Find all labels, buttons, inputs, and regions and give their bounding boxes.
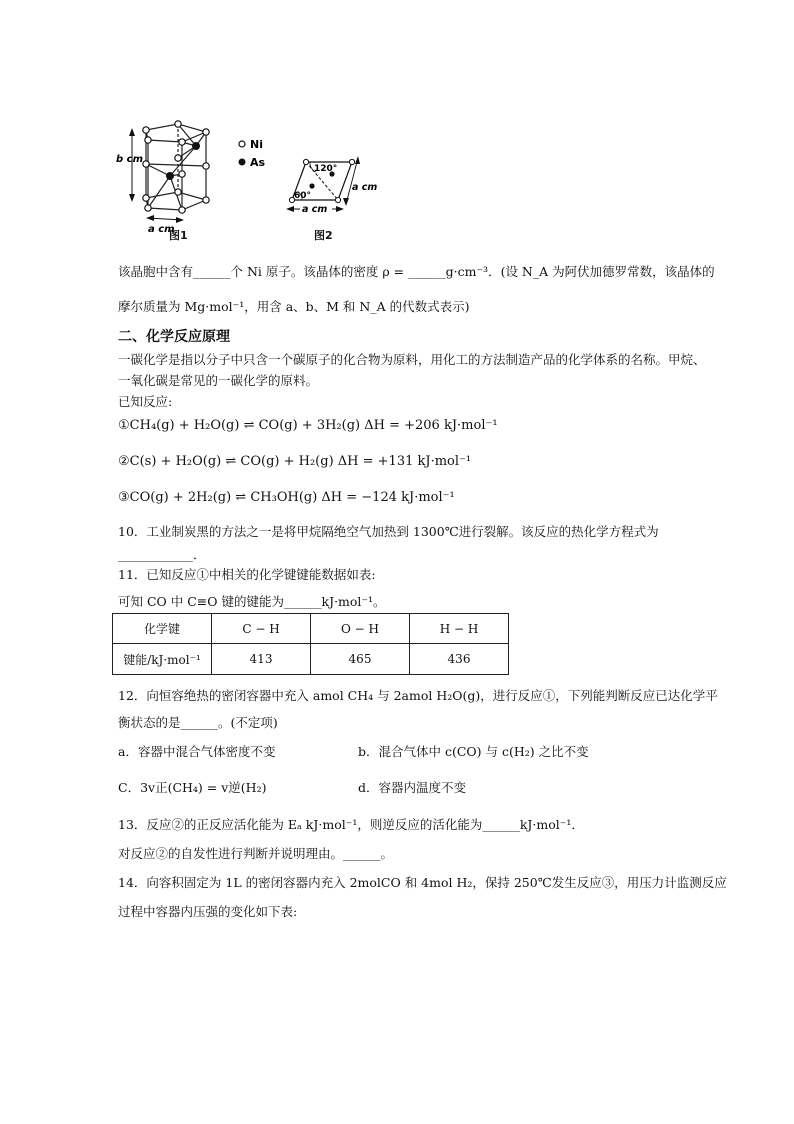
- question-10-line-1: 10．工业制炭黑的方法之一是将甲烷隔绝空气加热到 1300℃进行裂解。该反应的热化学方程式为: [118, 524, 659, 539]
- table-cell: 436: [410, 644, 509, 675]
- reaction-1: ①CH₄(g) + H₂O(g) ⇌ CO(g) + 3H₂(g) ΔH = +206 kJ·mol⁻¹: [118, 418, 498, 433]
- table-cell: 413: [212, 644, 311, 675]
- fig2-dim-bottom: a cm: [302, 204, 328, 215]
- intro-line-1: 一碳化学是指以分子中只含一个碳原子的化合物为原料，用化工的方法制造产品的化学体系的名称。甲烷、: [118, 352, 706, 367]
- question-14-line-1: 14．向容积固定为 1L 的密闭容器内充入 2molCO 和 4mol H₂，保持 250℃发生反应③，用压力计监测反应: [118, 875, 727, 890]
- fig1-dim-a: a cm: [148, 224, 175, 235]
- question-line-molar-mass: 摩尔质量为 Mg·mol⁻¹，用含 a、b、M 和 N_A 的代数式表示): [118, 299, 470, 314]
- ni-legend-icon: [239, 141, 245, 147]
- table-header-cell: H − H: [410, 614, 509, 644]
- question-11-line-1: 11．已知反应①中相关的化学键键能数据如表:: [118, 567, 376, 582]
- fig1-dim-b: b cm: [116, 154, 143, 165]
- figure-2-rhombus: [280, 150, 380, 222]
- figure-1-caption: 图1: [169, 229, 188, 242]
- table-cell: 465: [311, 644, 410, 675]
- question-12-line-2: 衡状态的是______。(不定项): [118, 715, 278, 730]
- section-title: 二、化学反应原理: [118, 329, 230, 345]
- question-14-line-2: 过程中容器内压强的变化如下表:: [118, 904, 298, 919]
- option-d: d．容器内温度不变: [358, 780, 467, 795]
- bond-energy-table: [112, 613, 509, 675]
- option-b: b．混合气体中 c(CO) 与 c(H₂) 之比不变: [358, 744, 589, 759]
- figure-1-crystal-cell: [108, 116, 298, 246]
- fig2-angle-top: 120°: [314, 164, 338, 174]
- fig2-angle-bottom: 60°: [294, 191, 312, 201]
- table-row: [113, 644, 509, 675]
- table-header-cell: O − H: [311, 614, 410, 644]
- reaction-2: ②C(s) + H₂O(g) ⇌ CO(g) + H₂(g) ΔH = +131 kJ·mol⁻¹: [118, 454, 472, 469]
- question-13-line-1: 13．反应②的正反应活化能为 Eₐ kJ·mol⁻¹，则逆反应的活化能为______kJ·mol⁻¹．: [118, 817, 584, 832]
- question-line-ni-atoms: 该晶胞中含有______个 Ni 原子。该晶体的密度 ρ = ______g·cm⁻³．(设 N_A 为阿伏加德罗常数，该晶体的: [118, 264, 715, 279]
- question-13-line-2: 对反应②的自发性进行判断并说明理由。______。: [118, 846, 394, 861]
- question-12-line-1: 12．向恒容绝热的密闭容器中充入 amol CH₄ 与 2amol H₂O(g)，进行反应①，下列能判断反应已达化学平: [118, 688, 718, 703]
- question-11-line-2: 可知 CO 中 C≡O 键的键能为______kJ·mol⁻¹。: [118, 594, 386, 609]
- option-c: C．3v正(CH₄) = v逆(H₂): [118, 780, 267, 795]
- question-10-line-2: ____________．: [118, 547, 206, 562]
- table-row: [113, 614, 509, 644]
- reaction-3: ③CO(g) + 2H₂(g) ⇌ CH₃OH(g) ΔH = −124 kJ·mol⁻¹: [118, 490, 455, 505]
- legend-ni-label: Ni: [250, 138, 263, 151]
- table-header-cell: 化学键: [113, 614, 212, 644]
- table-row-label: 键能/kJ·mol⁻¹: [113, 644, 212, 675]
- as-legend-icon: [239, 159, 246, 166]
- fig2-dim-side: a cm: [352, 182, 378, 193]
- intro-line-2: 一氧化碳是常见的一碳化学的原料。: [118, 373, 319, 388]
- known-reactions-label: 已知反应:: [118, 394, 173, 409]
- figure-2-caption: 图2: [314, 229, 333, 242]
- table-header-cell: C − H: [212, 614, 311, 644]
- option-a: a．容器中混合气体密度不变: [118, 744, 276, 759]
- legend-as-label: As: [250, 156, 266, 169]
